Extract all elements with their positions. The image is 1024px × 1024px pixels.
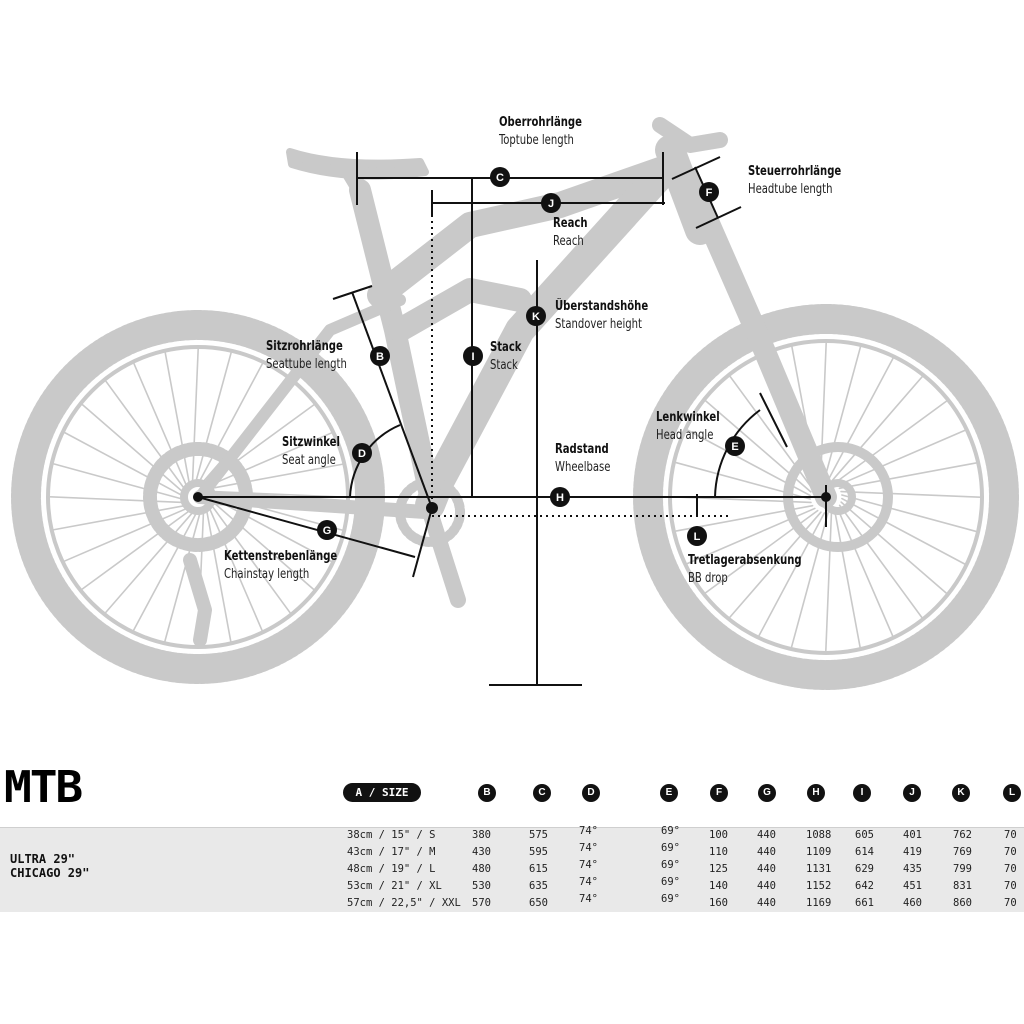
table-cell-j: 401	[903, 829, 922, 841]
table-cell-j: 435	[903, 863, 922, 875]
marker-letter-k: K	[532, 311, 540, 323]
table-cell-k: 762	[953, 829, 972, 841]
table-cell-d: 74°	[579, 842, 598, 854]
table-cell-l: 70	[1004, 829, 1017, 841]
table-cell-c: 635	[529, 880, 548, 892]
marker-letter-c: C	[496, 172, 504, 184]
label-reach: Reach Reach	[553, 216, 588, 249]
table-cell-b: 570	[472, 897, 491, 909]
table-cell-g: 440	[757, 897, 776, 909]
column-header-l: L	[1003, 784, 1021, 802]
marker-letter-d: D	[358, 448, 366, 460]
head-tube	[670, 150, 700, 230]
column-header-h: H	[807, 784, 825, 802]
size-cell: 53cm / 21" / XL	[347, 880, 442, 892]
marker-letter-g: G	[322, 525, 332, 537]
column-header-c: C	[533, 784, 551, 802]
table-cell-f: 140	[709, 880, 728, 892]
model-name-2: CHICAGO 29"	[10, 866, 90, 880]
label-head-angle: Lenkwinkel Head angle	[656, 410, 720, 443]
marker-letter-l: L	[693, 531, 701, 543]
table-cell-l: 70	[1004, 846, 1017, 858]
table-cell-i: 642	[855, 880, 874, 892]
label-wheelbase: Radstand Wheelbase	[555, 442, 611, 475]
table-cell-c: 575	[529, 829, 548, 841]
table-cell-e: 69°	[661, 893, 680, 905]
label-stack: Stack Stack	[490, 340, 522, 373]
label-seat-angle: Sitzwinkel Seat angle	[282, 435, 340, 468]
table-cell-k: 769	[953, 846, 972, 858]
label-seattube: Sitzrohrlänge Seattube length	[266, 339, 347, 372]
table-cell-b: 430	[472, 846, 491, 858]
table-cell-d: 74°	[579, 825, 598, 837]
table-cell-c: 595	[529, 846, 548, 858]
table-cell-k: 860	[953, 897, 972, 909]
label-headtube: Steuerrohrlänge Headtube length	[748, 164, 842, 197]
table-row	[0, 878, 1024, 895]
table-cell-h: 1169	[806, 897, 832, 909]
marker-letter-f: F	[705, 187, 713, 199]
table-cell-d: 74°	[579, 859, 598, 871]
size-cell: 48cm / 19" / L	[347, 863, 436, 875]
table-cell-e: 69°	[661, 859, 680, 871]
table-cell-b: 530	[472, 880, 491, 892]
table-row	[0, 827, 1024, 844]
column-header-j: J	[903, 784, 921, 802]
measurement-lines	[198, 152, 826, 685]
table-cell-h: 1131	[806, 863, 832, 875]
table-cell-c: 650	[529, 897, 548, 909]
table-cell-f: 100	[709, 829, 728, 841]
table-row	[0, 861, 1024, 878]
table-cell-e: 69°	[661, 876, 680, 888]
marker-letter-h: H	[556, 492, 564, 504]
table-cell-g: 440	[757, 846, 776, 858]
rear-shock-link	[400, 290, 520, 330]
size-cell: 38cm / 15" / S	[347, 829, 436, 841]
column-header-k: K	[952, 784, 970, 802]
table-cell-c: 615	[529, 863, 548, 875]
table-cell-l: 70	[1004, 863, 1017, 875]
column-header-g: G	[758, 784, 776, 802]
table-cell-i: 605	[855, 829, 874, 841]
bike-silhouette	[26, 125, 1004, 675]
label-standover: Überstandshöhe Standover height	[555, 299, 649, 332]
label-chainstay: Kettenstrebenlänge Chainstay length	[224, 549, 338, 582]
table-row	[0, 895, 1024, 912]
table-title: MTB	[4, 762, 82, 813]
column-header-i: I	[853, 784, 871, 802]
table-cell-h: 1088	[806, 829, 832, 841]
table-cell-j: 451	[903, 880, 922, 892]
table-row	[0, 844, 1024, 861]
table-cell-i: 629	[855, 863, 874, 875]
table-cell-h: 1152	[806, 880, 832, 892]
table-cell-l: 70	[1004, 897, 1017, 909]
model-name-1: ULTRA 29"	[10, 852, 76, 866]
table-cell-g: 440	[757, 829, 776, 841]
table-cell-k: 831	[953, 880, 972, 892]
table-cell-i: 661	[855, 897, 874, 909]
table-cell-g: 440	[757, 863, 776, 875]
table-cell-f: 160	[709, 897, 728, 909]
table-cell-f: 125	[709, 863, 728, 875]
marker-letter-b: B	[376, 351, 384, 363]
column-header-e: E	[660, 784, 678, 802]
table-cell-b: 380	[472, 829, 491, 841]
size-column-header: A / SIZE	[343, 783, 421, 802]
table-cell-e: 69°	[661, 842, 680, 854]
marker-letter-e: E	[731, 441, 739, 453]
table-cell-e: 69°	[661, 825, 680, 837]
table-cell-i: 614	[855, 846, 874, 858]
marker-letter-j: J	[547, 198, 555, 210]
table-cell-g: 440	[757, 880, 776, 892]
table-cell-j: 419	[903, 846, 922, 858]
label-bb-drop: Tretlagerabsenkung BB drop	[688, 553, 802, 586]
marker-letter-i: I	[471, 351, 475, 363]
column-header-d: D	[582, 784, 600, 802]
size-cell: 57cm / 22,5" / XXL	[347, 897, 461, 909]
size-cell: 43cm / 17" / M	[347, 846, 436, 858]
column-header-f: F	[710, 784, 728, 802]
table-cell-l: 70	[1004, 880, 1017, 892]
table-cell-f: 110	[709, 846, 728, 858]
table-cell-j: 460	[903, 897, 922, 909]
table-cell-d: 74°	[579, 893, 598, 905]
table-cell-d: 74°	[579, 876, 598, 888]
column-header-b: B	[478, 784, 496, 802]
label-toptube: Oberrohrlänge Toptube length	[499, 115, 582, 148]
table-cell-k: 799	[953, 863, 972, 875]
table-cell-b: 480	[472, 863, 491, 875]
table-cell-h: 1109	[806, 846, 832, 858]
